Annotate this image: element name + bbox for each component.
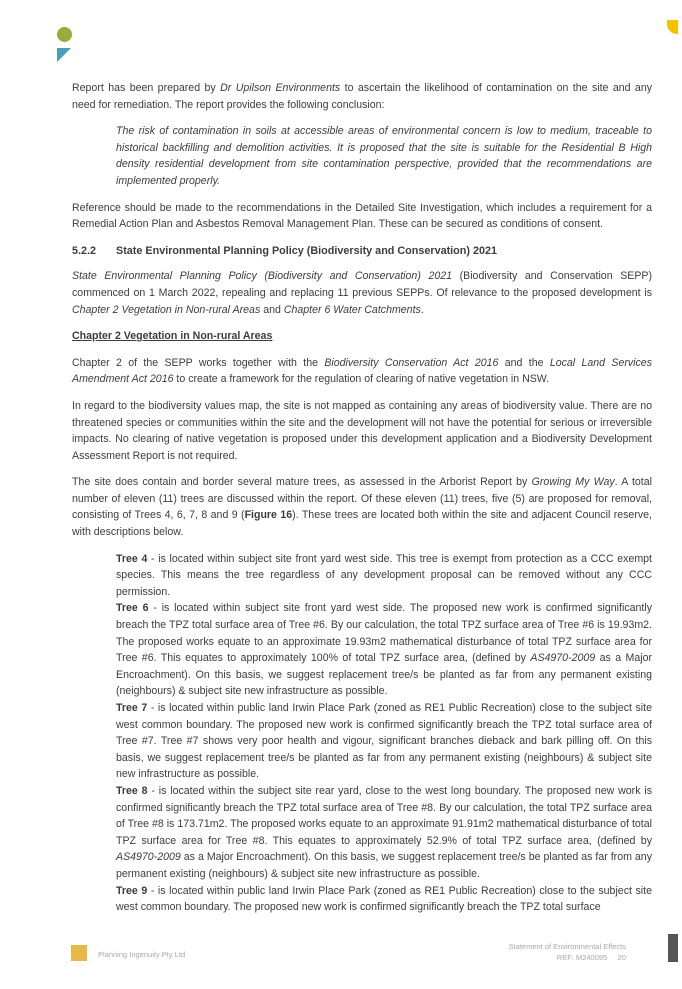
tree-item-7: Tree 7 - is located within public land Irwin Place Park (zoned as RE1 Public Recreation) close to the subject site west common boundary. The proposed new work is confirmed significantly breach the TPZ total surface area of Tree #7. Tree #7 shows very poor health and vigour, significant branches dieback and bark pilling off. On this basis, we suggest replacement tree/s be planted as far from any permanent existing (neighbours) & subject site new infrastructure as possible. xyxy=(116,702,652,781)
intro-paragraph: Report has been prepared by Dr Upilson Environments to ascertain the likelihood of contamination on the site and any need for remediation. The report provides the following conclusion: xyxy=(72,82,653,111)
section-number: 5.2.2 xyxy=(72,244,97,257)
logo-triangle-icon xyxy=(57,48,71,62)
logo-dot-icon xyxy=(57,27,72,42)
page-number: 20 xyxy=(617,953,626,962)
report-conclusion-quote: The risk of contamination in soils at accessible areas of environmental concern is low to medium, traceable to historical backfilling and demolition activities. It is proposed that the site is suitable for the Residential B High density residential development from site contamination perspective, provided that the recommendations are implemented properly. xyxy=(116,125,652,187)
biodiversity-paragraph: In regard to the biodiversity values map, the site is not mapped as containing any areas of biodiversity value. There are no threatened species or communities within the site and the development will not have the potential for serious or irreversible impacts. No clearing of native vegetation is proposed under this development application and a Biodiversity Development Assessment Report is not required. xyxy=(72,399,652,462)
chapter2-paragraph: Chapter 2 of the SEPP works together with the Biodiversity Conservation Act 2016 and the Local Land Services Amendment Act 2016 to create a framework for the regulation of clearing of native vegetation in NSW. xyxy=(72,356,652,386)
footer-bar-icon xyxy=(668,934,678,962)
tree-item-9: Tree 9 - is located within public land Irwin Place Park (zoned as RE1 Public Recreation) close to the subject site west common boundary. The proposed new work is confirmed significantly breach the TPZ total surface xyxy=(116,884,652,914)
tree-item-4: Tree 4 - is located within subject site front yard west side. This tree is exempt from protection as a CCC exempt species. This means the tree regardless of any development proposal can be removed without any CCC permission. xyxy=(116,552,652,598)
tree-item-8: Tree 8 - is located within the subject site rear yard, close to the west long boundary. The proposed new work is confirmed significantly breach the TPZ total surface area of Tree #8. By our calculation, the total TPZ surface area of Tree #8 is 173.71m2. The proposed works equate to an approximate 91.91m2 mathematical disturbance of total TPZ surface area for Tree #8. This equates to approximately 52.9% of total TPZ surface area, (defined by AS4970-2009 as a Major Encroachment). On this basis, we suggest replacement tree/s be planted as far from any permanent existing (neighbours) & subject site new infrastructure as possible. xyxy=(116,784,652,880)
document-body xyxy=(72,80,652,916)
footer-logo-square-icon xyxy=(71,945,87,961)
section-title: State Environmental Planning Policy (Biodiversity and Conservation) 2021 xyxy=(116,244,497,257)
chapter-subheading: Chapter 2 Vegetation in Non-rural Areas xyxy=(72,330,273,343)
sepp-paragraph: State Environmental Planning Policy (Biodiversity and Conservation) 2021 (Biodiversity and Conservation SEPP) commenced on 1 March 2022, repealing and replacing 11 previous SEPPs. Of relevance to the proposed development is Chapter 2 Vegetation in Non-rural Areas and Chapter 6 Water Catchments. xyxy=(72,270,652,316)
footer-ref: REF: M240095 xyxy=(556,953,608,962)
tree-list xyxy=(116,551,652,916)
section-heading xyxy=(72,243,652,260)
tree-item-6: Tree 6 - is located within subject site front yard west side. The proposed new work is confirmed significantly breach the TPZ total surface area of Tree #6. By our calculation, the total TPZ surface area of Tree #6 is 19.93m2. The proposed works equate to an approximate 19.93m2 mathematical disturbance of total TPZ surface area for Tree #6. This equates to approximately 100% of total TPZ surface area, (defined by AS4970-2009 as a Major Encroachment). On this basis, we suggest replacement tree/s be planted as far from any permanent existing (neighbours) & subject site new infrastructure as possible. xyxy=(116,602,652,698)
footer-doc-title: Statement of Environmental Effects xyxy=(508,942,626,951)
footer-company: Planning Ingenuity Pty Ltd xyxy=(98,950,186,959)
corner-tab-icon xyxy=(667,20,678,34)
arborist-paragraph: The site does contain and border several mature trees, as assessed in the Arborist Report by Growing My Way. A total number of eleven (11) trees are discussed within the report. Of these eleven (11) trees, five (5) are proposed for removal, consisting of Trees 4, 6, 7, 8 and 9 (Figure 16). These trees are located both within the site and adjacent Council reserve, with descriptions below. xyxy=(72,476,652,539)
reference-paragraph: Reference should be made to the recommendations in the Detailed Site Investigation, which includes a requirement for a Remedial Action Plan and Asbestos Removal Management Plan. These can be secured as conditions of consent. xyxy=(72,201,652,231)
footer-doc-info xyxy=(509,941,626,963)
